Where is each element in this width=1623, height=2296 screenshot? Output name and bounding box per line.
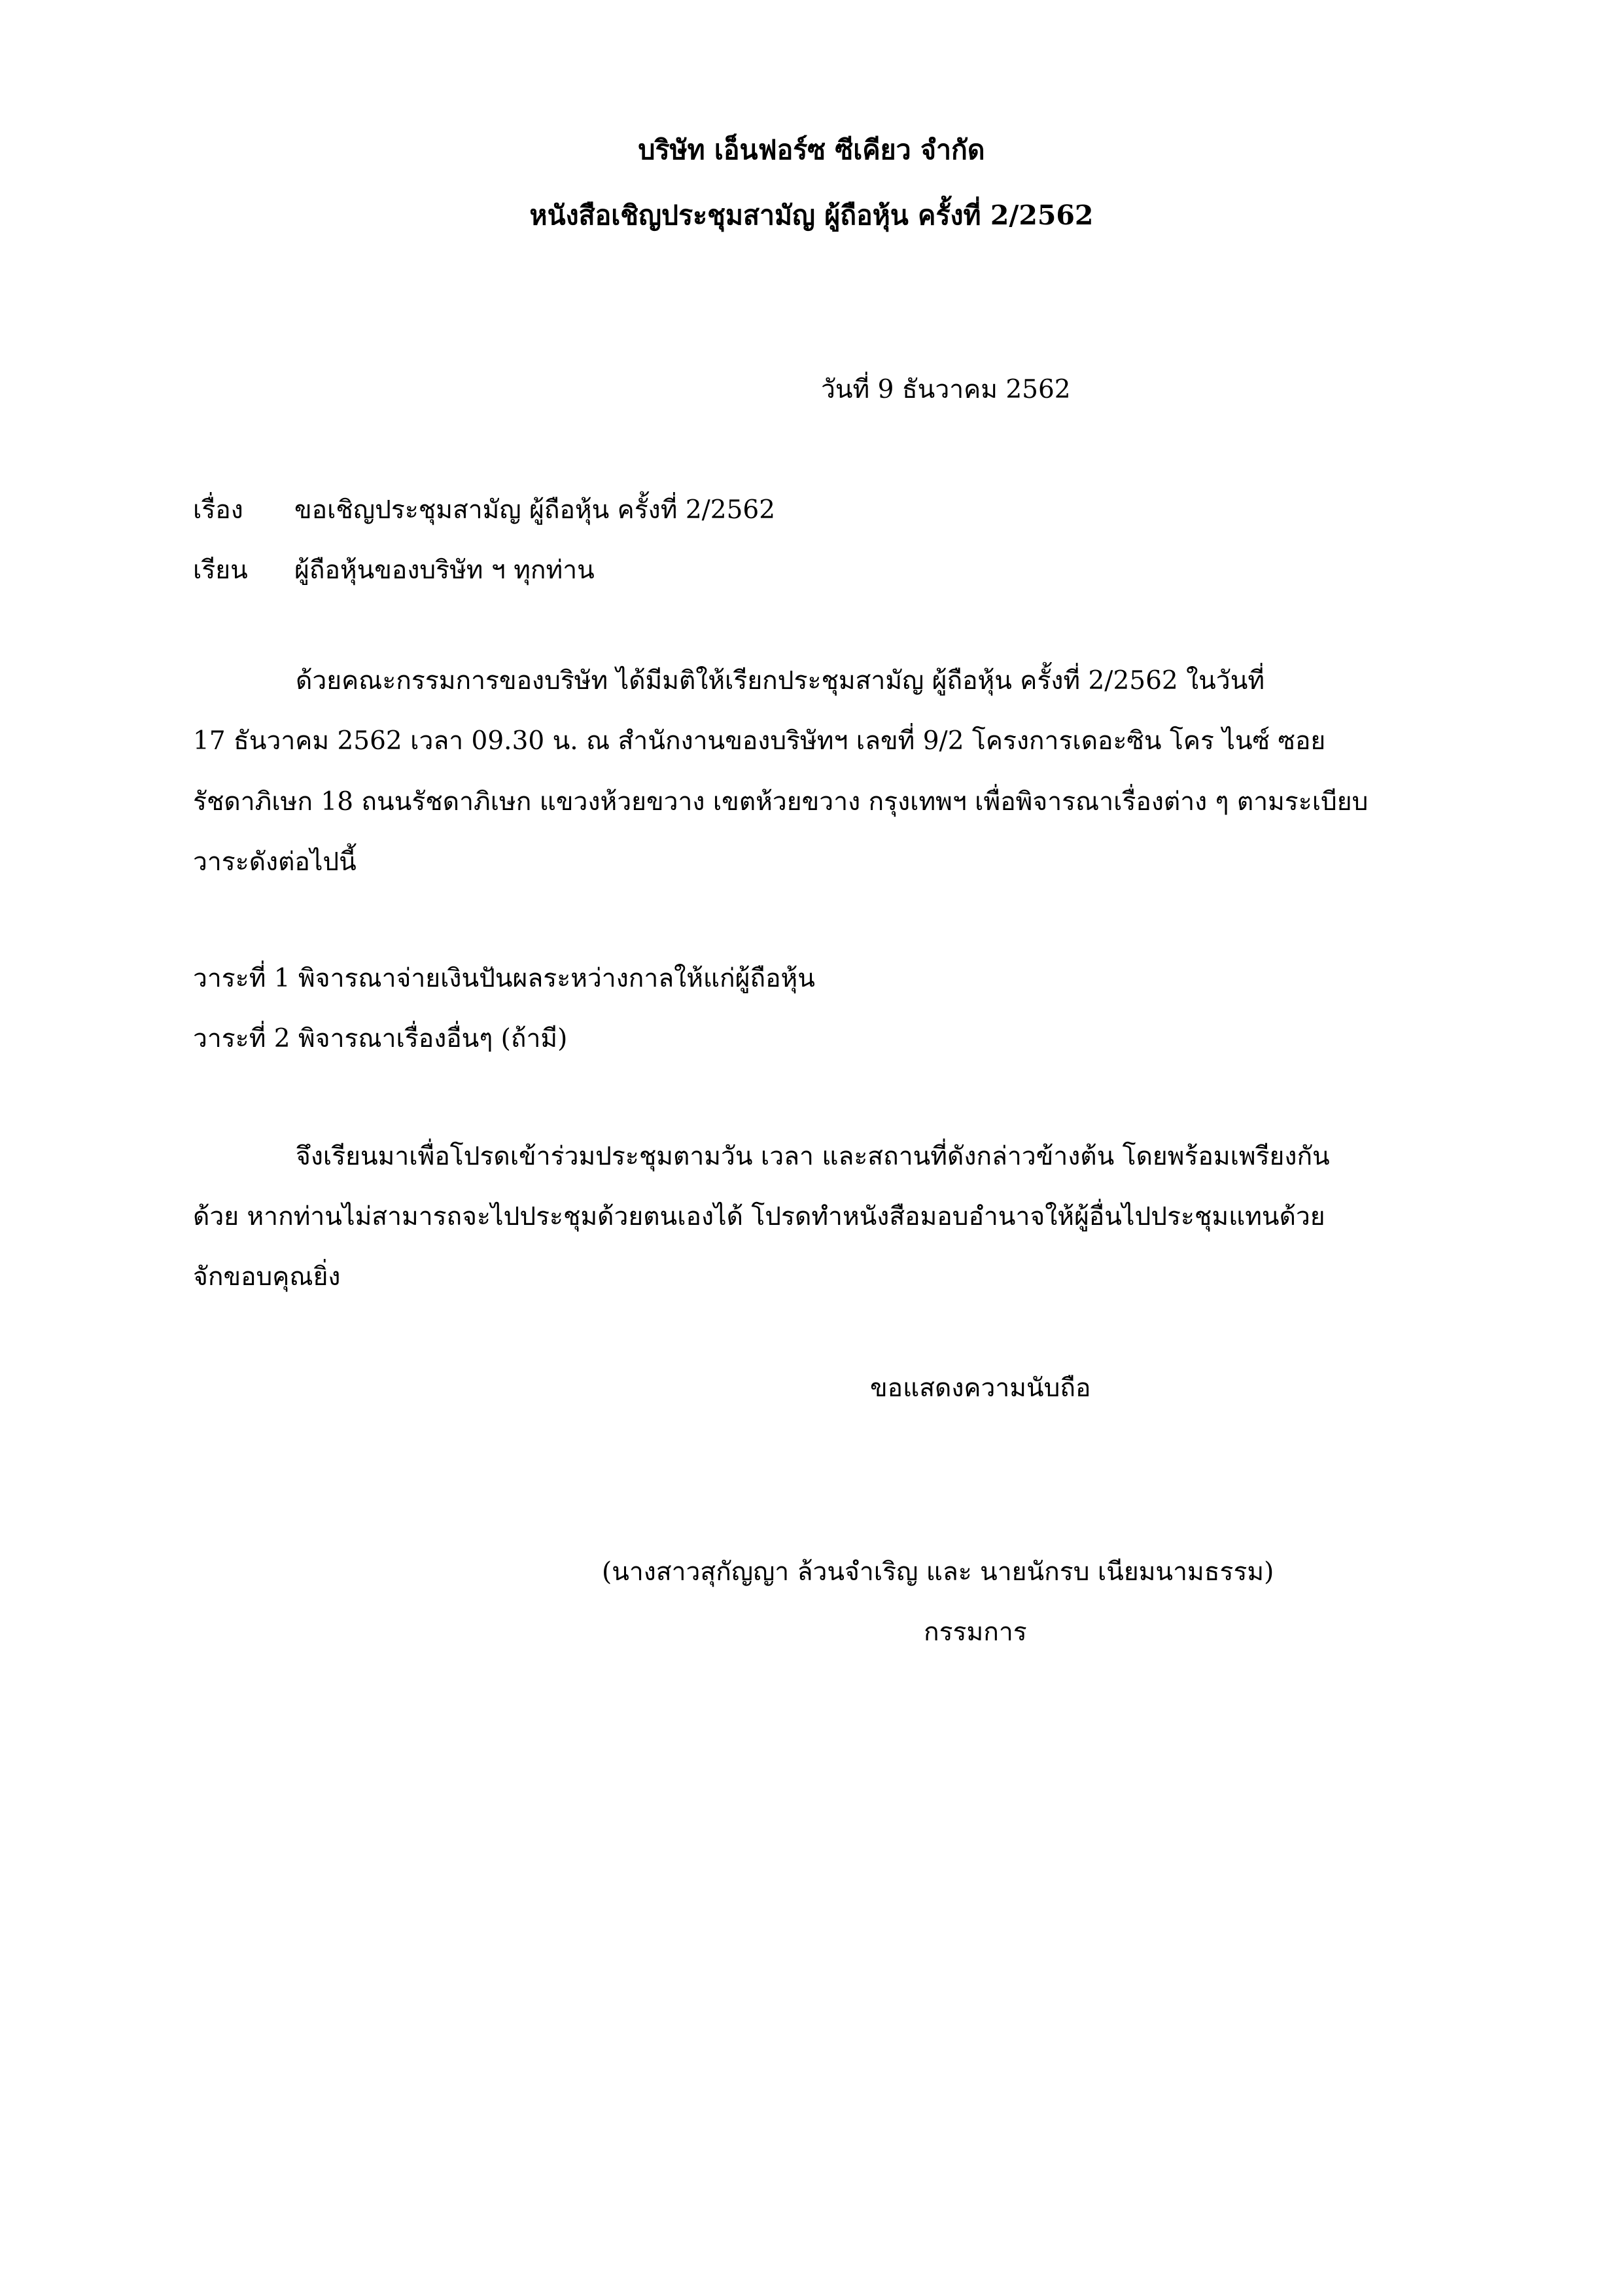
document-date: วันที่ 9 ธันวาคม 2562 xyxy=(821,375,1071,404)
recipient-value: ผู้ถือหุ้นของบริษัท ฯ ทุกท่าน xyxy=(294,556,595,585)
request-paragraph-line-3: จักขอบคุณยิ่ง xyxy=(193,1262,341,1292)
agenda-item-2: วาระที่ 2 พิจารณาเรื่องอื่นๆ (ถ้ามี) xyxy=(193,1024,568,1053)
agenda-item-1: วาระที่ 1 พิจารณาจ่ายเงินปันผลระหว่างกาลให้แก่ผู้ถือหุ้น xyxy=(193,964,815,993)
subject-value: ขอเชิญประชุมสามัญ ผู้ถือหุ้น ครั้งที่ 2/2562 xyxy=(294,495,776,525)
intro-paragraph-line-4: วาระดังต่อไปนี้ xyxy=(193,847,357,877)
request-paragraph-line-2: ด้วย หากท่านไม่สามารถจะไปประชุมด้วยตนเองได้ โปรดทำหนังสือมอบอำนาจให้ผู้อื่นไปประชุมแทนด้วย xyxy=(193,1202,1325,1231)
company-name: บริษัท เอ็นฟอร์ซ ซีเคียว จำกัด xyxy=(638,134,985,166)
signatory-names: (นางสาวสุกัญญา ล้วนจำเริญ และ นายนักรบ เนียมนามธรรม) xyxy=(602,1557,1274,1587)
subject-label: เรื่อง xyxy=(193,495,243,525)
recipient-label: เรียน xyxy=(193,556,248,585)
intro-paragraph-line-3: รัชดาภิเษก 18 ถนนรัชดาภิเษก แขวงห้วยขวาง เขตห้วยขวาง กรุงเทพฯ เพื่อพิจารณาเรื่องต่าง ๆ ตามระเบียบ xyxy=(193,787,1369,817)
signatory-position: กรรมการ xyxy=(924,1617,1027,1647)
document-title: หนังสือเชิญประชุมสามัญ ผู้ถือหุ้น ครั้งที่ 2/2562 xyxy=(529,200,1094,231)
closing-salutation: ขอแสดงความนับถือ xyxy=(870,1373,1091,1403)
intro-paragraph-line-1: ด้วยคณะกรรมการของบริษัท ได้มีมติให้เรียกประชุมสามัญ ผู้ถือหุ้น ครั้งที่ 2/2562 ในวันที่ xyxy=(296,666,1265,696)
request-paragraph-line-1: จึงเรียนมาเพื่อโปรดเข้าร่วมประชุมตามวัน เวลา และสถานที่ดังกล่าวข้างต้น โดยพร้อมเพรียงกัน xyxy=(296,1142,1330,1171)
intro-paragraph-line-2: 17 ธันวาคม 2562 เวลา 09.30 น. ณ สำนักงานของบริษัทฯ เลขที่ 9/2 โครงการเดอะซิน โคร ไนซ์ ซอย xyxy=(193,726,1326,756)
